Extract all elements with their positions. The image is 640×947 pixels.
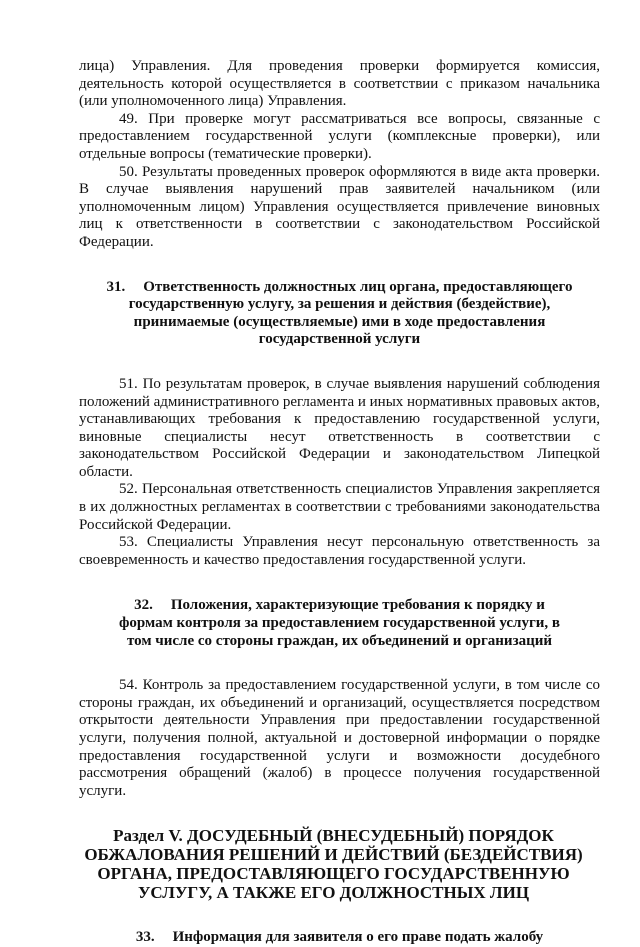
paragraph-54: 54. Контроль за предоставлением государственной услуги, в том числе со стороны граждан, их объединений и организаций, осуществляется посредством открытости деятельности Управления при предоставлении государственной услуги, получения полной, актуальной и достоверной информации о порядке предоставления государственной услуги и возможности досудебного рассмотрения обращений (жалоб) в процессе получения государственной услуги. — [79, 677, 600, 799]
heading-31-text: Ответственность должностных лиц органа, предоставляющего государственную услугу, за решения и действия (бездействие), принимаемые (осуществляемые) ими в ходе предоставления государственной услуги — [128, 278, 573, 348]
paragraph-49: 49. При проверке могут рассматриваться все вопросы, связанные с предоставлением государственной услуги (комплексные проверки), или отдельные вопросы (тематические проверки). — [79, 110, 600, 162]
heading-32 — [79, 597, 600, 650]
paragraph-53: 53. Специалисты Управления несут персональную ответственность за своевременность и качество предоставления государственной услуги. — [79, 534, 600, 568]
heading-32-text: Положения, характеризующие требования к порядку и формам контроля за предоставлением государственной услуги, в том числе со стороны граждан, их объединений и организаций — [118, 597, 561, 649]
paragraph-52: 52. Персональная ответственность специалистов Управления закрепляется в их должностных регламентах в соответствии с требованиями законодательства Российской Федерации. — [79, 481, 600, 533]
heading-33 — [79, 929, 600, 947]
heading-32-number: 32. — [134, 597, 153, 614]
heading-31 — [79, 279, 600, 349]
heading-31-number: 31. — [106, 278, 126, 295]
paragraph-51: 51. По результатам проверок, в случае выявления нарушений соблюдения положений административного регламента и иных нормативных правовых актов, устанавливающих требования к предоставлению государственной услуги, виновные специалисты несут ответственность в соответствии с законодательством Российской Федерации и законодательством Липецкой области. — [79, 375, 601, 480]
paragraph-50: 50. Результаты проведенных проверок оформляются в виде акта проверки. В случае выявления нарушений прав заявителей начальником (или уполномоченным лицом) Управления осуществляется привлечение виновных лиц к ответственности в соответствии с законодательством Российской Федерации. — [79, 163, 600, 250]
paragraph-intro: лица) Управления. Для проведения проверки формируется комиссия, деятельность которой осуществляется в соответствии с приказом начальника (или уполномоченного лица) Управления. — [79, 58, 600, 110]
heading-33-text: Информация для заявителя о его праве подать жалобу — [172, 929, 544, 946]
section-5-title: Раздел V. ДОСУДЕБНЫЙ (ВНЕСУДЕБНЫЙ) ПОРЯДОК ОБЖАЛОВАНИЯ РЕШЕНИЙ И ДЕЙСТВИЙ (БЕЗДЕЙСТВИЯ) ОРГАНА, ПРЕДОСТАВЛЯЮЩЕГО ГОСУДАРСТВЕННУЮ УСЛУГУ, А ТАКЖЕ ЕГО ДОЛЖНОСТНЫХ ЛИЦ — [84, 826, 583, 903]
heading-33-number: 33. — [135, 929, 155, 946]
